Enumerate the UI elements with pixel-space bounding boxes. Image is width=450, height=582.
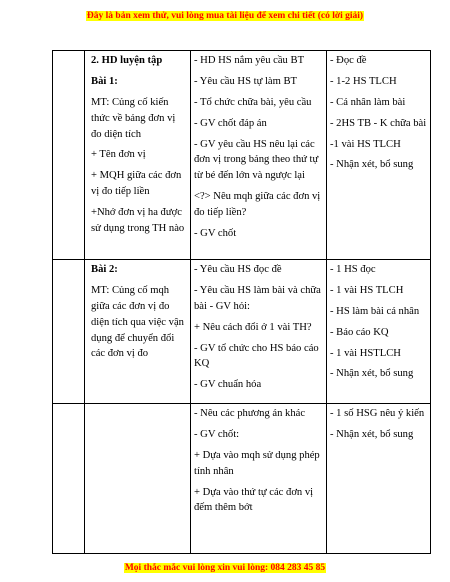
student-step: - Nhận xét, bổ sung (330, 159, 414, 171)
student-activity-cell (327, 404, 431, 554)
teacher-step: - GV tổ chức cho HS báo cáo KQ (194, 342, 319, 370)
objective-text: + Tên đơn vị (91, 149, 146, 161)
teacher-activity-cell (191, 260, 327, 404)
student-step: - 1-2 HS TLCH (330, 75, 397, 87)
margin-cell (53, 260, 85, 404)
preview-banner-text: Đây là bản xem thử, vui lòng mua tài liệu để xem chi tiết (có lời giải) (86, 11, 364, 21)
student-step: - 1 HS đọc (330, 264, 376, 275)
table-row (53, 260, 431, 404)
teacher-step: - GV chuẩn hóa (194, 379, 262, 391)
student-step: - HS làm bài cá nhân (330, 305, 420, 317)
teacher-step: - Yêu cầu HS tự làm BT (194, 75, 298, 87)
teacher-step: - Yêu cầu HS đọc đề (194, 264, 282, 275)
student-activity-cell (327, 51, 431, 260)
exercise-title: Bài 2: (91, 264, 118, 275)
student-step: - Nhận xét, bổ sung (330, 428, 414, 440)
contact-banner-text: Mọi thắc mắc vui lòng xin vui lòng: 084 283 45 85 (124, 563, 326, 573)
teacher-step: - GV chốt (194, 228, 237, 240)
student-step: -1 vài HS TLCH (330, 138, 401, 150)
objective-text: +Nhớ đơn vị ha được sử dụng trong TH nào (91, 207, 185, 235)
student-step: - Báo cáo KQ (330, 326, 389, 338)
teacher-step: - Yêu cầu HS làm bài và chữa bài - GV hỏi: (194, 284, 321, 312)
objective-cell (85, 404, 191, 554)
section-heading: 2. HD luyện tập (91, 55, 163, 66)
objective-text: MT: Củng cố kiến thức về bảng đơn vị đo diện tích (91, 96, 176, 140)
student-step: - Cá nhân làm bài (330, 96, 406, 108)
preview-banner (0, 11, 450, 21)
teacher-activity-cell (191, 51, 327, 260)
student-step: - 1 vài HS TLCH (330, 284, 404, 296)
teacher-step: - GV yêu cầu HS nêu lại các đơn vị trong bảng theo thứ tự từ bé đến lớn và ngược lại (194, 138, 319, 182)
teacher-activity-cell (191, 404, 327, 554)
teacher-step: + Dựa vào mqh sử dụng phép tính nhân (194, 449, 320, 477)
student-step: - 1 số HSG nêu ý kiến (330, 408, 425, 419)
teacher-step: - Tổ chức chữa bài, yêu cầu (194, 96, 312, 108)
student-step: - Nhận xét, bổ sung (330, 368, 414, 380)
teacher-step: <?> Nêu mqh giữa các đơn vị đo tiếp liền? (194, 191, 321, 219)
teacher-step: + Nêu cách đổi ở 1 vài TH? (194, 321, 312, 333)
exercise-title: Bài 1: (91, 75, 118, 87)
objective-text: MT: Củng cố mqh giữa các đơn vị đo diện tích qua việc vận dụng để chuyển đổi các đơn vị đo (91, 284, 184, 360)
student-step: - Đọc đề (330, 55, 367, 66)
table-row (53, 51, 431, 260)
objective-cell (85, 51, 191, 260)
objective-cell (85, 260, 191, 404)
student-step: - 1 vài HSTLCH (330, 347, 401, 359)
lesson-table (52, 50, 431, 554)
teacher-step: - GV chốt đáp án (194, 117, 267, 129)
teacher-step: - Nêu các phương án khác (194, 408, 306, 419)
objective-text: + MQH giữa các đơn vị đo tiếp liền (91, 170, 182, 198)
teacher-step: + Dựa vào thứ tự các đơn vị đếm thêm bớt (194, 486, 314, 514)
student-step: - 2HS TB - K chữa bài (330, 117, 427, 129)
student-activity-cell (327, 260, 431, 404)
teacher-step: - GV chốt: (194, 428, 240, 440)
margin-cell (53, 51, 85, 260)
teacher-step: - HD HS nắm yêu cầu BT (194, 55, 305, 66)
margin-cell (53, 404, 85, 554)
table-row (53, 404, 431, 554)
contact-banner (0, 563, 450, 573)
